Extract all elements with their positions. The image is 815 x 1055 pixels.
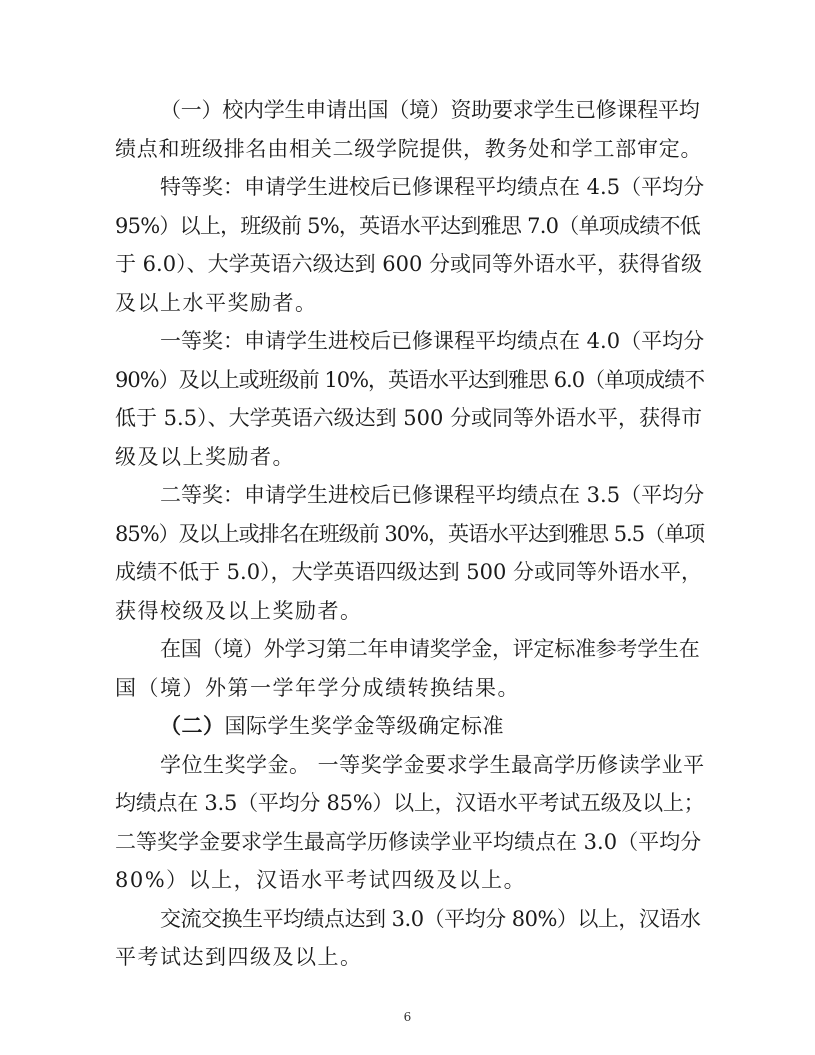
paragraph-line: 交流交换生平均绩点达到 3.0（平均分 80%）以上，汉语水: [160, 906, 701, 931]
paragraph-line: 及以上水平奖励者。: [115, 290, 318, 315]
paragraph-line: 一等奖：申请学生进校后已修课程平均绩点在 4.0（平均分: [160, 329, 705, 353]
paragraph-line: 获得校级及以上奖励者。: [115, 598, 363, 623]
paragraph-line: 均绩点在 3.5（平均分 85%）以上，汉语水平考试五级及以上；: [115, 791, 705, 815]
paragraph-line: 于 6.0）、大学英语六级达到 600 分或同等外语水平，获得省级: [115, 252, 703, 276]
paragraph-line: 90%）及以上或班级前 10%，英语水平达到雅思 6.0（单项成绩不: [115, 367, 705, 392]
section-heading: [160, 712, 504, 740]
paragraph-line: 特等奖：申请学生进校后已修课程平均绩点在 4.5（平均分: [160, 175, 705, 199]
paragraph-line: 国（境）外第一学年学分成绩转换结果。: [115, 675, 520, 700]
paragraph-line: 成绩不低于 5.0），大学英语四级达到 500 分或同等外语水平，: [115, 560, 703, 584]
paragraph-line: 绩点和班级排名由相关二级学院提供，教务处和学工部审定。: [115, 136, 703, 161]
paragraph-line: 95%）以上，班级前 5%，英语水平达到雅思 7.0（单项成绩不低: [115, 213, 700, 238]
paragraph-line: 学位生奖学金。 一等奖学金要求学生最高学历修读学业平: [160, 752, 705, 777]
paragraph-line: （一）校内学生申请出国（境）资助要求学生已修课程平均: [160, 98, 700, 122]
paragraph-line: 85%）及以上或排名在班级前 30%，英语水平达到雅思 5.5（单项: [115, 521, 705, 546]
section-number: （二）: [160, 714, 225, 738]
page-number: 6: [403, 1010, 412, 1024]
paragraph-line: 二等奖：申请学生进校后已修课程平均绩点在 3.5（平均分: [160, 483, 705, 507]
section-title: 国际学生奖学金等级确定标准: [224, 714, 504, 738]
paragraph-line: 级及以上奖励者。: [115, 444, 295, 469]
paragraph-line: 低于 5.5）、大学英语六级达到 500 分或同等外语水平，获得市: [115, 406, 703, 430]
paragraph-line: 平考试达到四级及以上。: [115, 945, 363, 969]
paragraph-line: 在国（境）外学习第二年申请奖学金，评定标准参考学生在: [160, 637, 700, 661]
paragraph-line: 二等奖学金要求学生最高学历修读学业平均绩点在 3.0（平均分: [115, 829, 702, 854]
paragraph-line: 80%）以上，汉语水平考试四级及以上。: [115, 868, 527, 892]
